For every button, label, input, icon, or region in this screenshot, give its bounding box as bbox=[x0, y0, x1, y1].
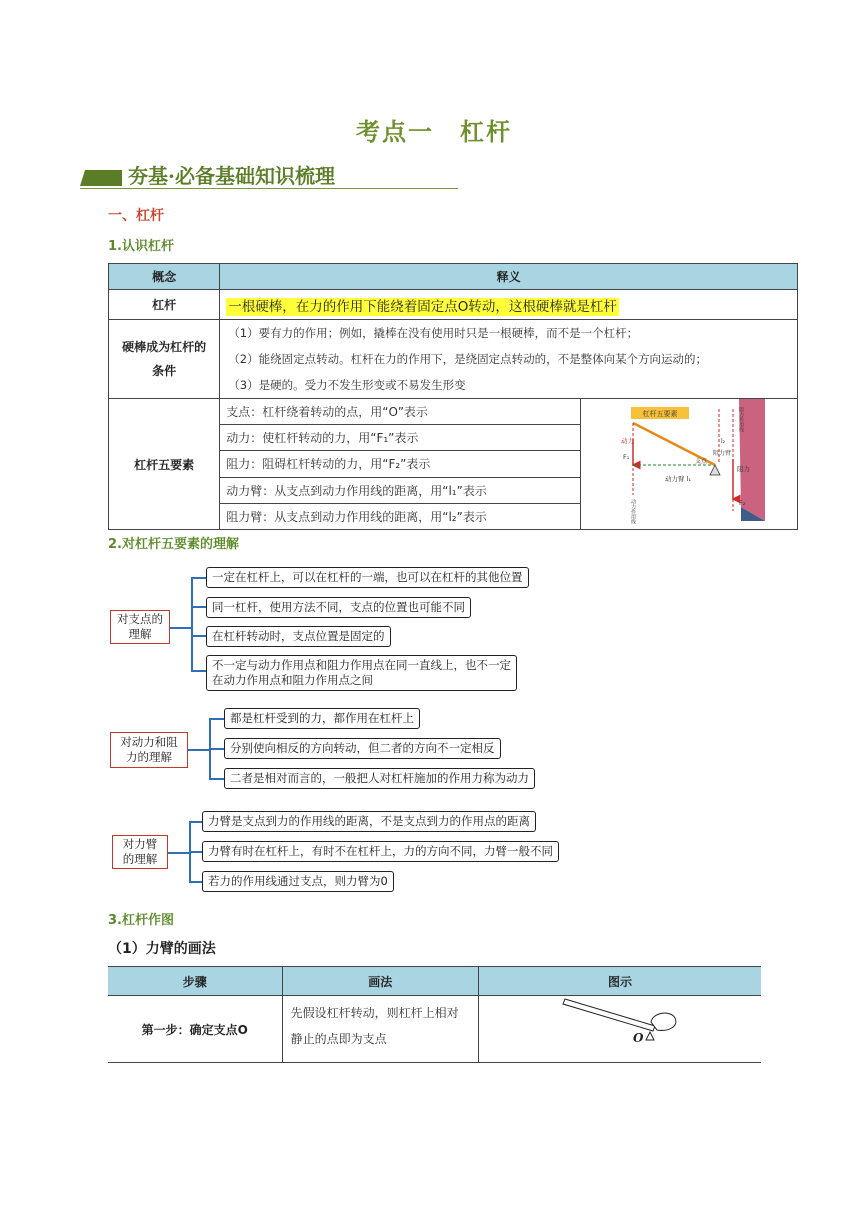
connector-line bbox=[188, 749, 210, 751]
header-method: 画法 bbox=[282, 967, 478, 996]
label-l2: 阻力臂 bbox=[712, 450, 731, 457]
pivot-label-o: O bbox=[633, 1031, 644, 1045]
figure-title: 杠杆五要素 bbox=[642, 410, 678, 418]
connector-line bbox=[191, 606, 206, 608]
pivot-item: 一定在杠杆上，可以在杠杆的一端，也可以在杠杆的其他位置 bbox=[206, 567, 529, 588]
lever-concept-table bbox=[108, 263, 798, 530]
header-meaning: 释义 bbox=[220, 264, 798, 290]
page-title: 考点一 杠杆 bbox=[356, 118, 512, 146]
label-f2-sym: F₂ bbox=[738, 499, 745, 507]
pivot-item bbox=[206, 655, 517, 691]
condition-line: （1）要有力的作用；例如，撬棒在没有使用时只是一根硬棒，而不是一个杠杆； bbox=[228, 326, 639, 340]
arm-item: 若力的作用线通过支点，则力臂为0 bbox=[202, 871, 394, 892]
connector-line bbox=[191, 670, 206, 672]
mindmap-force-root bbox=[110, 732, 188, 768]
arm-item: 力臂有时在杠杆上，有时不在杠杆上，力的方向不同，力臂一般不同 bbox=[202, 841, 559, 862]
connector-line bbox=[209, 748, 224, 750]
force-root-line1: 对动力和阻 bbox=[120, 735, 178, 749]
fulcrum-triangle bbox=[710, 465, 720, 475]
label-f2-line: 阻力作用线 bbox=[737, 407, 744, 432]
connector-line bbox=[170, 627, 192, 629]
five-elements-figure-cell bbox=[580, 399, 797, 530]
label-l2-sym: l₂ bbox=[720, 438, 725, 445]
force-item: 分别使向相反的方向转动，但二者的方向不一定相反 bbox=[224, 738, 501, 759]
header-figure: 图示 bbox=[479, 967, 762, 996]
condition-line: （2）能绕固定点转动。杠杆在力的作用下，是绕固定点转动的，不是整体向某个方向运动的； bbox=[228, 352, 708, 366]
connector-line bbox=[189, 821, 202, 823]
force-item: 都是杠杆受到的力，都作用在杠杆上 bbox=[224, 708, 420, 729]
concept-lever: 杠杆 bbox=[109, 290, 220, 320]
load-stone bbox=[651, 1013, 676, 1030]
element-load-arm: 阻力臂：从支点到动力作用线的距离，用“l₂”表示 bbox=[220, 503, 580, 529]
banner-underline bbox=[80, 188, 458, 189]
connector-line bbox=[168, 852, 190, 854]
concept-condition bbox=[109, 320, 220, 399]
force-item: 二者是相对而言的，一般把人对杠杆施加的作用力称为动力 bbox=[224, 768, 535, 789]
subheading-arm-method: （1）力臂的画法 bbox=[108, 941, 216, 957]
mindmap-pivot-root bbox=[110, 610, 170, 644]
step-one-figure bbox=[479, 996, 761, 1054]
section-banner: 夯基·必备基础知识梳理 bbox=[128, 164, 335, 188]
label-f2: 阻力 bbox=[736, 465, 750, 473]
section-heading-lever: 一、杠杆 bbox=[108, 208, 164, 224]
pivot-item-line1: 不一定与动力作用点和阻力作用点在同一直线上，也不一定 bbox=[212, 658, 511, 672]
subheading-lever-drawing: 3.杠杆作图 bbox=[108, 913, 174, 928]
label-pivot: 支点 bbox=[694, 458, 707, 465]
label-f1-line: 动力作用线 bbox=[629, 499, 636, 524]
concept-condition-line2: 条件 bbox=[152, 364, 177, 378]
label-l1: 动力臂 l₁ bbox=[664, 475, 691, 483]
meaning-lever bbox=[220, 290, 798, 320]
connector-line bbox=[209, 778, 224, 780]
highlighted-definition: 一根硬棒，在力的作用下能绕着固定点O转动，这根硬棒就是杠杆 bbox=[228, 298, 617, 315]
element-pivot: 支点：杠杆绕着转动的点，用“O”表示 bbox=[220, 399, 580, 425]
element-load: 阻力：阻碍杠杆转动的力，用“F₂”表示 bbox=[220, 451, 580, 477]
arm-root-line2: 的理解 bbox=[122, 852, 158, 866]
step-one-figure-cell bbox=[479, 996, 762, 1063]
pivot-item-line2: 在动力作用点和阻力作用点之间 bbox=[212, 673, 373, 687]
lever-rod bbox=[563, 999, 655, 1031]
arm-method-table bbox=[108, 966, 761, 1063]
element-effort: 动力：使杠杆转动的力，用“F₁”表示 bbox=[220, 425, 580, 451]
pivot-item: 在杠杆转动时，支点位置是固定的 bbox=[206, 626, 391, 647]
banner-bar-decoration bbox=[80, 170, 122, 186]
concept-condition-line1: 硬棒成为杠杆的 bbox=[122, 340, 207, 354]
arm-item: 力臂是支点到力的作用线的距离，不是支点到力的作用点的距离 bbox=[202, 811, 536, 832]
subheading-five-elements: 2.对杠杆五要素的理解 bbox=[108, 537, 239, 552]
element-effort-arm: 动力臂：从支点到动力作用线的距离，用“l₁”表示 bbox=[220, 477, 580, 503]
force-root-line2: 力的理解 bbox=[126, 750, 172, 764]
header-concept: 概念 bbox=[109, 264, 220, 290]
concept-five-elements: 杠杆五要素 bbox=[109, 399, 220, 530]
mindmap-arm-root bbox=[112, 835, 168, 869]
label-f1-sym: F₁ bbox=[622, 453, 629, 461]
condition-line: （3）是硬的。受力不发生形变或不易发生形变 bbox=[228, 378, 466, 392]
subheading-know-lever: 1.认识杠杆 bbox=[108, 239, 174, 254]
label-f1: 动力 bbox=[620, 437, 634, 445]
header-step: 步骤 bbox=[108, 967, 282, 996]
method-line1: 先假设杠杆转动，则杠杆上相对 bbox=[290, 1006, 459, 1020]
fulcrum-triangle bbox=[646, 1032, 654, 1040]
connector-line bbox=[189, 881, 202, 883]
connector-line bbox=[209, 718, 224, 720]
connector-line bbox=[191, 577, 193, 671]
meaning-condition bbox=[220, 320, 798, 399]
connector-line bbox=[191, 577, 206, 579]
arm-root-line1: 对力臂 bbox=[122, 837, 158, 851]
pivot-root-line1: 对支点的 bbox=[117, 612, 163, 626]
pivot-root-line2: 理解 bbox=[128, 627, 152, 641]
step-one: 第一步：确定支点O bbox=[108, 996, 282, 1063]
connector-line bbox=[189, 851, 202, 853]
connector-line bbox=[191, 635, 206, 637]
pivot-item: 同一杠杆，使用方法不同，支点的位置也可能不同 bbox=[206, 597, 471, 618]
method-line2: 静止的点即为支点 bbox=[290, 1032, 387, 1046]
step-one-method bbox=[282, 996, 478, 1063]
five-elements-figure bbox=[581, 399, 793, 529]
